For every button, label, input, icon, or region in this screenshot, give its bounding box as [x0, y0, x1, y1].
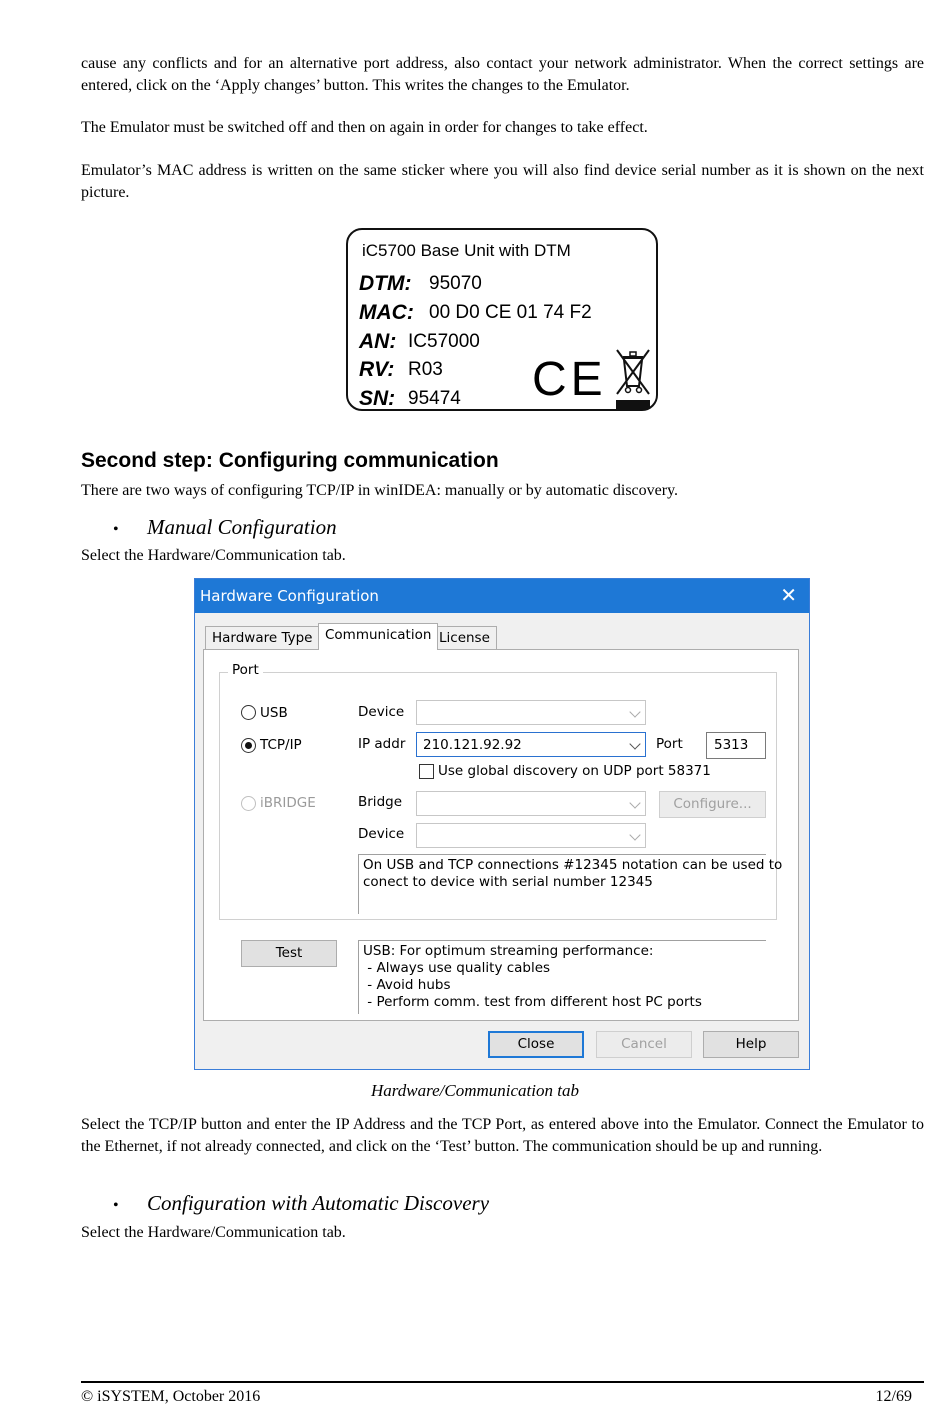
device2-combo[interactable] [416, 823, 646, 848]
dialog-title: Hardware Configuration [200, 587, 379, 605]
tcpip-radio[interactable] [241, 738, 256, 753]
paragraph-apply-changes: cause any conflicts and for an alternative port address, also contact your network administrator. When the correct settings are entered, click on the ‘Apply changes’ button. This writes the changes to the Emulator. [81, 55, 924, 94]
bullet-automatic-discovery [113, 1191, 489, 1216]
port-label: Port [656, 736, 683, 752]
tab-hardware-type[interactable]: Hardware Type [205, 626, 319, 649]
paragraph-config-ways: There are two ways of configuring TCP/IP in winIDEA: manually or by automatic discovery. [81, 482, 679, 499]
global-discovery-label: Use global discovery on UDP port 58371 [438, 763, 711, 779]
sticker-value: 95474 [408, 388, 461, 409]
device-sticker [346, 228, 658, 411]
bullet-icon: • [113, 521, 119, 538]
bullet-manual-configuration [113, 515, 337, 540]
footer-copyright: © iSYSTEM, October 2016 [81, 1388, 261, 1405]
sticker-value: IC57000 [408, 331, 480, 352]
help-button[interactable]: Help [703, 1031, 799, 1058]
sticker-key: MAC: [359, 301, 414, 324]
configure-button[interactable]: Configure... [659, 791, 766, 818]
close-icon[interactable]: ✕ [780, 583, 797, 607]
footer-divider [81, 1381, 924, 1383]
sticker-key: AN: [359, 330, 397, 353]
sticker-title: iC5700 Base Unit with DTM [362, 241, 571, 260]
tab-license[interactable]: License [432, 626, 497, 649]
port-group-label: Port [228, 662, 263, 678]
paragraph-power-cycle: The Emulator must be switched off and then on again in order for changes to take effect. [81, 119, 648, 136]
bridge-combo[interactable] [416, 791, 646, 816]
sticker-value: 00 D0 CE 01 74 F2 [429, 302, 592, 323]
ibridge-radio[interactable] [241, 796, 256, 811]
chevron-down-icon [629, 797, 640, 808]
paragraph-select-tab: Select the Hardware/Communication tab. [81, 547, 346, 564]
serial-notation-note: On USB and TCP connections #12345 notation can be used to conect to device with serial number 12345 [358, 854, 766, 914]
global-discovery-checkbox[interactable] [419, 764, 434, 779]
test-button[interactable]: Test [241, 940, 337, 967]
device2-label: Device [358, 826, 405, 842]
port-value: 5313 [714, 737, 749, 753]
bullet-text: Configuration with Automatic Discovery [147, 1191, 490, 1215]
ip-addr-combo[interactable] [416, 732, 646, 757]
paragraph-mac-address: Emulator’s MAC address is written on the same sticker where you will also find device serial number as it is shown on the next picture. [81, 162, 924, 201]
sticker-value: 95070 [429, 273, 482, 294]
bullet-text: Manual Configuration [147, 515, 337, 539]
chevron-down-icon [629, 829, 640, 840]
device-combo[interactable] [416, 700, 646, 725]
sticker-key: RV: [359, 358, 395, 381]
tab-communication[interactable]: Communication [318, 623, 438, 650]
close-button[interactable]: Close [488, 1031, 584, 1058]
usb-performance-note: USB: For optimum streaming performance: - Always use quality cables - Avoid hubs - Perform comm. test from different host PC ports [358, 940, 766, 1014]
usb-radio[interactable] [241, 705, 256, 720]
communication-panel [203, 649, 799, 1021]
paragraph-select-tab-2: Select the Hardware/Communication tab. [81, 1224, 346, 1241]
tcpip-label: TCP/IP [260, 737, 302, 753]
sticker-key: DTM: [359, 272, 412, 295]
hardware-configuration-dialog [194, 578, 810, 1070]
cancel-button[interactable]: Cancel [596, 1031, 692, 1058]
sticker-key: SN: [359, 387, 396, 410]
ip-addr-value: 210.121.92.92 [423, 737, 522, 753]
ce-mark-icon: CE [532, 353, 607, 406]
sticker-value: R03 [408, 359, 443, 380]
bullet-icon: • [113, 1197, 119, 1214]
bridge-label: Bridge [358, 794, 403, 810]
ibridge-label: iBRIDGE [260, 795, 316, 811]
paragraph-select-tcpip: Select the TCP/IP button and enter the IP Address and the TCP Port, as entered above into the Emulator. Connect the Emulator to the Ethernet, if not already connected, and click on the ‘Test’ button. The communication should be up and running. [81, 1116, 924, 1155]
usb-label: USB [260, 705, 288, 721]
footer-page-number: 12/69 [875, 1388, 912, 1405]
weee-bin-icon [614, 348, 652, 410]
dialog-titlebar [195, 579, 809, 613]
device-label: Device [358, 704, 405, 720]
ip-addr-label: IP addr [358, 736, 406, 752]
section-heading: Second step: Configuring communication [81, 449, 499, 472]
port-input[interactable] [706, 732, 766, 759]
chevron-down-icon [629, 706, 640, 717]
chevron-down-icon [629, 738, 640, 749]
figure-caption: Hardware/Communication tab [371, 1081, 579, 1100]
